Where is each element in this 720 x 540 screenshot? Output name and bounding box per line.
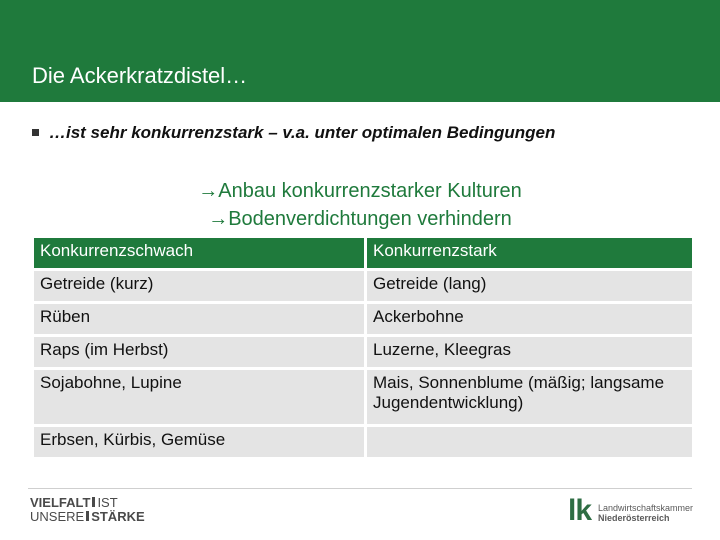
slogan-word: VIELFALT — [30, 495, 91, 510]
table-row — [34, 271, 692, 301]
lk-mark-icon: lk — [568, 494, 592, 527]
cell-weak: Sojabohne, Lupine — [34, 370, 364, 424]
recommendations — [0, 177, 720, 233]
slogan-separator — [92, 497, 95, 507]
lk-line: Niederösterreich — [598, 513, 670, 523]
cell-weak: Rüben — [34, 304, 364, 334]
lk-text — [598, 503, 693, 523]
table-header-row — [34, 238, 692, 268]
recommendation-line: →Bodenverdichtungen verhindern — [208, 208, 512, 230]
table-row — [34, 337, 692, 367]
title-bar — [0, 0, 720, 102]
slogan-word: STÄRKE — [91, 509, 145, 524]
competition-table — [31, 235, 695, 460]
slogan-logo — [30, 496, 145, 524]
table-row — [34, 427, 692, 457]
cell-strong: Ackerbohne — [367, 304, 692, 334]
cell-strong — [367, 427, 692, 457]
recommendation-line: →Anbau konkurrenzstarker Kulturen — [198, 180, 522, 202]
table-row — [34, 370, 692, 424]
cell-strong: Getreide (lang) — [367, 271, 692, 301]
bullet-point — [32, 123, 555, 143]
footer-divider — [28, 488, 692, 489]
bullet-text: …ist sehr konkurrenzstark – v.a. unter optimalen Bedingungen — [49, 123, 556, 142]
table-row — [34, 304, 692, 334]
lk-line: Landwirtschaftskammer — [598, 503, 694, 513]
slogan-word: IST — [97, 495, 118, 510]
header-weak: Konkurrenzschwach — [34, 238, 364, 268]
cell-weak: Raps (im Herbst) — [34, 337, 364, 367]
slogan-word: UNSERE — [30, 509, 85, 524]
cell-weak: Erbsen, Kürbis, Gemüse — [34, 427, 364, 457]
cell-strong: Mais, Sonnenblume (mäßig; langsame Jugendentwicklung) — [367, 370, 692, 424]
slide-title: Die Ackerkratzdistel… — [32, 63, 248, 88]
slogan-separator — [86, 511, 89, 521]
cell-strong: Luzerne, Kleegras — [367, 337, 692, 367]
header-strong: Konkurrenzstark — [367, 238, 692, 268]
cell-weak: Getreide (kurz) — [34, 271, 364, 301]
bullet-square-icon — [32, 129, 39, 136]
